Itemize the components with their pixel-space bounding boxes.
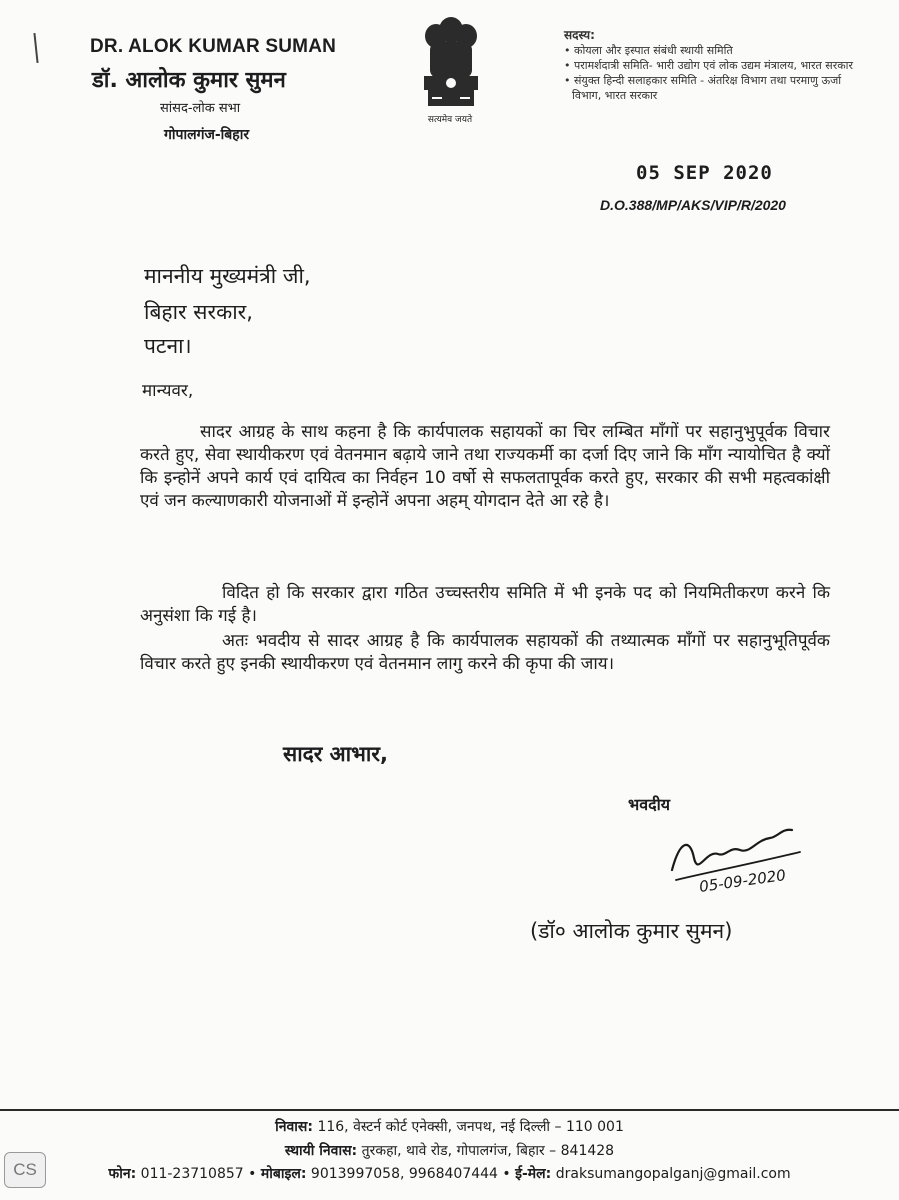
reference-number: D.O.388/MP/AKS/VIP/R/2020 xyxy=(600,197,786,213)
memberships-heading: सदस्य: xyxy=(564,28,595,42)
footer-contacts: फोन: 011-23710857 • मोबाइल: 9013997058, 9968407444 • ई-मेल: draksumangopalganj@gmail.com xyxy=(108,1166,791,1182)
national-emblem-icon xyxy=(408,10,494,122)
closing: सादर आभार, xyxy=(283,742,388,766)
emblem-motto: सत्यमेव जयते xyxy=(427,115,473,125)
membership-item: • परामर्शदात्री समिति- भारी उद्योग एवं लोक उद्यम मंत्रालय, भारत सरकार xyxy=(564,59,854,72)
valediction: भवदीय xyxy=(628,795,671,814)
margin-mark xyxy=(33,33,38,63)
membership-item: • संयुक्त हिन्दी सलाहकार समिति - अंतरिक्ष विभाग तथा परमाणु ऊर्जा विभाग, भारत सरकार xyxy=(564,74,842,102)
memberships-block xyxy=(564,28,854,103)
email-address: draksumangopalganj@gmail.com xyxy=(555,1166,791,1182)
body-paragraph: विदित हो कि सरकार द्वारा गठित उच्चस्तरीय समिति में भी इनके पद को नियमितीकरण करने कि अनुसंशा कि गई है। xyxy=(140,583,830,626)
camscanner-badge: CS xyxy=(4,1152,46,1188)
footer-residence: निवास: 116, वेस्टर्न कोर्ट एनेक्सी, जनपथ, नई दिल्ली – 110 001 xyxy=(275,1119,624,1135)
letterhead-name-en: DR. ALOK KUMAR SUMAN xyxy=(90,36,337,57)
signature-date: 05-09-2020 xyxy=(698,866,787,896)
date-stamp: 05 SEP 2020 xyxy=(636,162,773,184)
recipient-line: पटना। xyxy=(144,334,192,358)
membership-item: • कोयला और इस्पात संबंधी स्थायी समिति xyxy=(564,44,733,57)
letterhead-name-hi: डॉ. आलोक कुमार सुमन xyxy=(92,68,286,93)
signer-name: (डॉ० आलोक कुमार सुमन) xyxy=(530,919,733,943)
footer-divider xyxy=(0,1109,899,1111)
body-paragraph: अतः भवदीय से सादर आग्रह है कि कार्यपालक सहायकों की तथ्यात्मक माँगों पर सहानुभूतिपूर्वक विचार करते हुए इनकी स्थायीकरण एवं वेतनमान लागु करने की कृपा की जाय। xyxy=(140,631,830,674)
salutation: मान्यवर, xyxy=(142,381,194,401)
recipient-line: माननीय मुख्यमंत्री जी, xyxy=(144,264,311,288)
footer-permanent-residence: स्थायी निवास: तुरकहा, थावे रोड, गोपालगंज, बिहार – 841428 xyxy=(284,1143,615,1159)
letterhead-constituency: गोपालगंज-बिहार xyxy=(164,127,250,143)
letterhead-designation: सांसद-लोक सभा xyxy=(160,101,241,116)
signature xyxy=(660,810,860,900)
recipient-line: बिहार सरकार, xyxy=(144,300,253,324)
body-paragraph: सादर आग्रह के साथ कहना है कि कार्यपालक सहायकों का चिर लम्बित माँगों पर सहानुभुपूर्वक विचार करते हुए, सेवा स्थायीकरण एवं वेतनमान बढ़ाये जाने तथा राज्यकर्मी का दर्जा दिए जाने कि माँग न्यायोचित है क्यों कि इन्होनें अपने कार्य एवं दायित्व का निर्वहन 10 वर्षो से सफलतापूर्वक करते हुए, सरकार की सभी महत्वकांक्षी एवं जन कल्याणकारी योजनाओं में इन्होनें अपना अहम् योगदान देते आ रहे है। xyxy=(140,422,830,511)
